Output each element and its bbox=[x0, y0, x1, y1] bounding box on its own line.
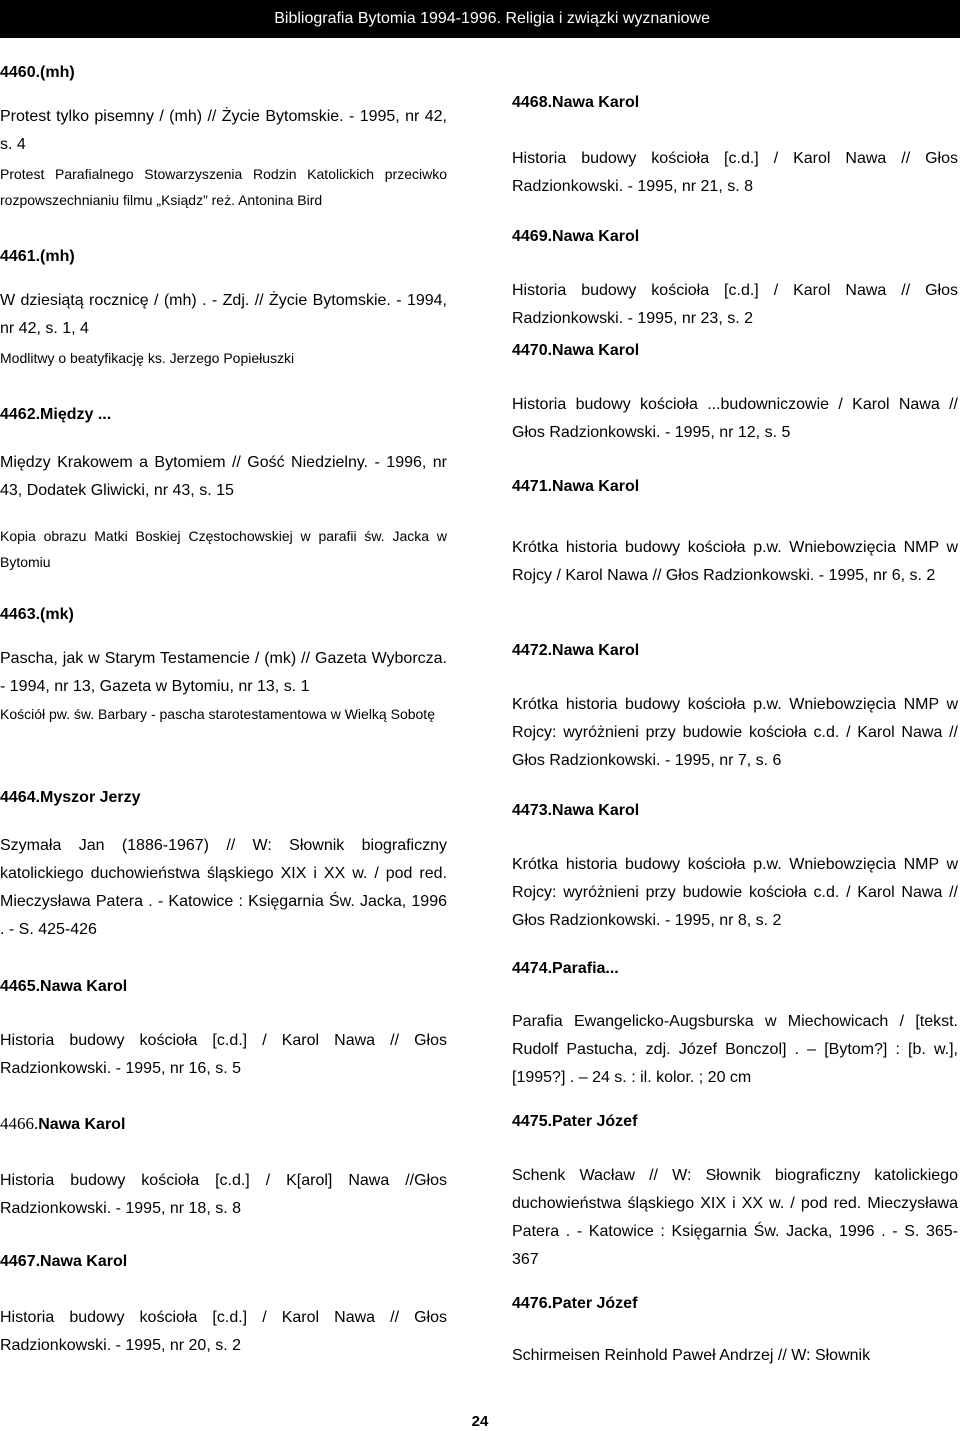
entry-4472 bbox=[512, 642, 958, 775]
entry-4475 bbox=[512, 1113, 958, 1274]
running-header-title: Bibliografia Bytomia 1994-1996. Religia i związki wyznaniowe bbox=[274, 10, 710, 27]
entry-citation: Między Krakowem a Bytomiem // Gość Niedzielny. - 1996, nr 43, Dodatek Gliwicki, nr 43, s. 15 bbox=[0, 454, 447, 499]
entry-4460 bbox=[0, 64, 447, 213]
entry-citation: Historia budowy kościoła [c.d.] / Karol Nawa // Głos Radzionkowski. - 1995, nr 23, s. 2 bbox=[512, 282, 958, 327]
entry-number: 4476.Pater Józef bbox=[512, 1295, 638, 1312]
entry-4473 bbox=[512, 802, 958, 935]
entry-4463 bbox=[0, 606, 447, 727]
page-number: 24 bbox=[471, 1413, 489, 1430]
entry-number: 4474.Parafia... bbox=[512, 960, 619, 977]
entry-4466 bbox=[0, 1115, 447, 1223]
entry-4468 bbox=[512, 94, 958, 201]
entry-4470 bbox=[512, 342, 958, 447]
entry-number-author: Nawa Karol bbox=[38, 1116, 126, 1133]
entry-annotation: Kopia obrazu Matki Boskiej Częstochowskiej w parafii św. Jacka w Bytomiu bbox=[0, 528, 447, 570]
entry-number: 4473.Nawa Karol bbox=[512, 802, 640, 819]
entry-4469 bbox=[512, 228, 958, 333]
entry-4471 bbox=[512, 478, 958, 590]
entry-number: 4460.(mh) bbox=[0, 64, 75, 81]
entry-annotation: Modlitwy o beatyfikację ks. Jerzego Popiełuszki bbox=[0, 350, 295, 366]
entry-number: 4468.Nawa Karol bbox=[512, 94, 640, 111]
entry-4465 bbox=[0, 978, 447, 1083]
entry-citation: Historia budowy kościoła [c.d.] / Karol Nawa // Głos Radzionkowski. - 1995, nr 21, s. 8 bbox=[512, 150, 958, 195]
entry-number: 4475.Pater Józef bbox=[512, 1113, 638, 1130]
entry-number: 4471.Nawa Karol bbox=[512, 478, 640, 495]
entry-citation: Schirmeisen Reinhold Paweł Andrzej // W: Słownik bbox=[512, 1347, 871, 1364]
entry-citation: Pascha, jak w Starym Testamencie / (mk) // Gazeta Wyborcza. - 1994, nr 13, Gazeta w Bytomiu, nr 13, s. 1 bbox=[0, 650, 447, 695]
entry-citation: W dziesiątą rocznicę / (mh) . - Zdj. // Życie Bytomskie. - 1994, nr 42, s. 1, 4 bbox=[0, 292, 447, 337]
entry-annotation: Kościół pw. św. Barbary - pascha starotestamentowa w Wielką Sobotę bbox=[0, 706, 435, 722]
entry-4461 bbox=[0, 248, 447, 371]
entry-4462 bbox=[0, 406, 447, 575]
entry-citation: Protest tylko pisemny / (mh) // Życie Bytomskie. - 1995, nr 42, s. 4 bbox=[0, 108, 447, 153]
entry-number: 4470.Nawa Karol bbox=[512, 342, 640, 359]
entry-annotation: Protest Parafialnego Stowarzyszenia Rodzin Katolickich przeciwko rozpowszechnianiu filmu „Ksiądz” reż. Antonina Bird bbox=[0, 166, 447, 208]
entry-number: 4463.(mk) bbox=[0, 606, 74, 623]
entry-number bbox=[0, 1115, 447, 1134]
entry-citation: Szymała Jan (1886-1967) // W: Słownik biograficzny katolickiego duchowieństwa śląskiego XIX i XX w. / pod red. Mieczysława Patera . - Katowice : Księgarnia Św. Jacka, 1996 . - S. 425-426 bbox=[0, 837, 447, 938]
entry-citation: Historia budowy kościoła [c.d.] / Karol Nawa // Głos Radzionkowski. - 1995, nr 16, s. 5 bbox=[0, 1032, 447, 1077]
entry-number: 4462.Między ... bbox=[0, 406, 112, 423]
entry-number-prefix: 4466. bbox=[0, 1114, 39, 1133]
running-header bbox=[0, 0, 960, 38]
entry-citation: Parafia Ewangelicko-Augsburska w Miechowicach / [tekst. Rudolf Pastucha, zdj. Józef Bonczol] . – [Bytom?] : [b. w.], [1995?] . – 24 s. : il. kolor. ; 20 cm bbox=[512, 1013, 958, 1086]
entry-citation: Historia budowy kościoła [c.d.] / K[arol] Nawa //Głos Radzionkowski. - 1995, nr 18, s. 8 bbox=[0, 1172, 447, 1217]
entry-number: 4469.Nawa Karol bbox=[512, 228, 640, 245]
entry-citation: Krótka historia budowy kościoła p.w. Wniebowzięcia NMP w Rojcy: wyróżnieni przy budowie kościoła c.d. / Karol Nawa // Głos Radzionkowski. - 1995, nr 8, s. 2 bbox=[512, 856, 958, 929]
entry-number: 4472.Nawa Karol bbox=[512, 642, 640, 659]
entry-4474 bbox=[512, 960, 958, 1092]
entry-citation: Krótka historia budowy kościoła p.w. Wniebowzięcia NMP w Rojcy / Karol Nawa // Głos Radzionkowski. - 1995, nr 6, s. 2 bbox=[512, 539, 958, 584]
entry-4467 bbox=[0, 1253, 447, 1360]
entry-4476 bbox=[512, 1295, 958, 1370]
entry-number: 4464.Myszor Jerzy bbox=[0, 789, 141, 806]
entry-citation: Historia budowy kościoła [c.d.] / Karol Nawa // Głos Radzionkowski. - 1995, nr 20, s. 2 bbox=[0, 1309, 447, 1354]
entry-citation: Krótka historia budowy kościoła p.w. Wniebowzięcia NMP w Rojcy: wyróżnieni przy budowie kościoła c.d. / Karol Nawa // Głos Radzionkowski. - 1995, nr 7, s. 6 bbox=[512, 696, 958, 769]
entry-number: 4461.(mh) bbox=[0, 248, 75, 265]
entry-citation: Schenk Wacław // W: Słownik biograficzny katolickiego duchowieństwa śląskiego XIX i XX w. / pod red. Mieczysława Patera . - Katowice : Księgarnia Św. Jacka, 1996 . - S. 365-367 bbox=[512, 1167, 958, 1268]
entry-4464 bbox=[0, 789, 447, 944]
entry-number: 4465.Nawa Karol bbox=[0, 978, 128, 995]
entry-citation: Historia budowy kościoła ...budowniczowie / Karol Nawa // Głos Radzionkowski. - 1995, nr 12, s. 5 bbox=[512, 396, 958, 441]
entry-number: 4467.Nawa Karol bbox=[0, 1253, 128, 1270]
